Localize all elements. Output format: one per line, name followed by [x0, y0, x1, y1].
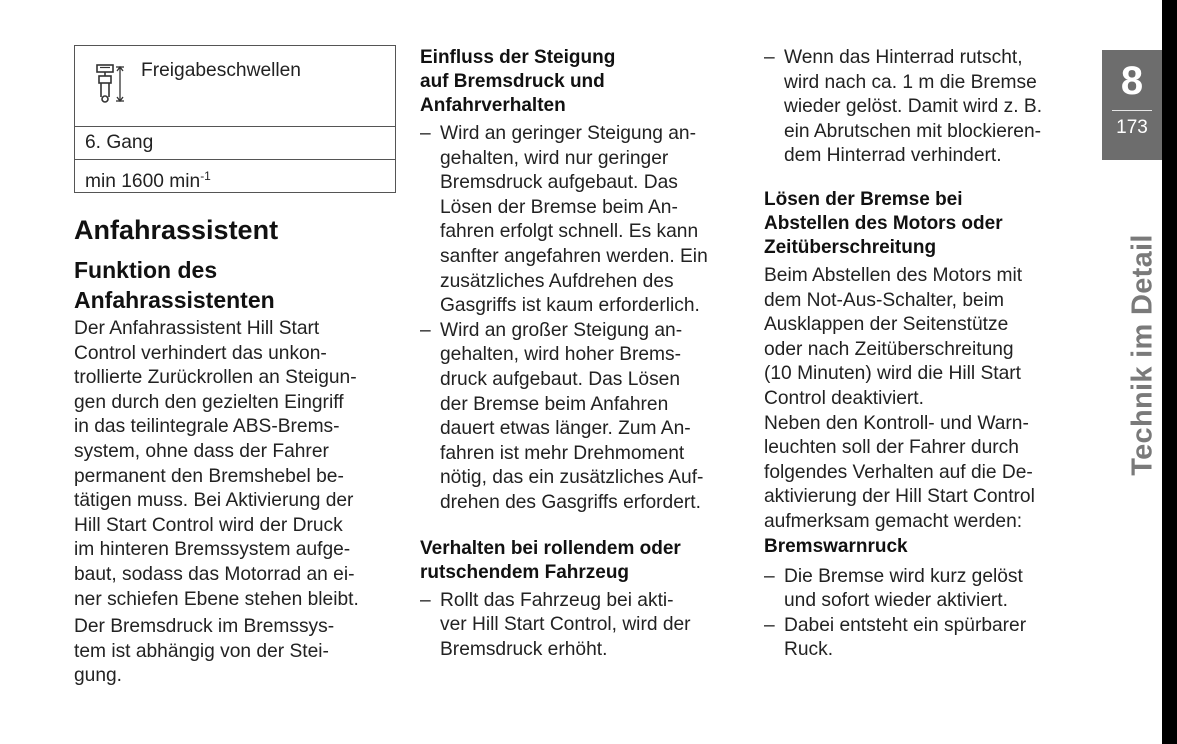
- heading-rollend: [420, 537, 745, 585]
- spec-table-header: [75, 46, 395, 127]
- text-line: dauert etwas länger. Zum An-: [440, 418, 691, 440]
- text-line: Anfahrverhalten: [420, 95, 566, 116]
- spec-table-row-rpm: [75, 160, 395, 192]
- text-line: Gasgriffs ist kaum erforderlich.: [440, 295, 700, 317]
- col3-para1: [764, 264, 1084, 412]
- page-number: 173: [1116, 117, 1148, 138]
- rpm-unit-exponent: -1: [200, 169, 211, 183]
- brake-pressure-icon: [95, 64, 127, 109]
- text-line: sanfter angefahren werden. Ein: [440, 245, 708, 267]
- text-line: tätigen muss. Bei Aktivierung der: [74, 490, 354, 512]
- col3-para2: [764, 412, 1084, 535]
- text-line: Neben den Kontroll- und Warn-: [764, 412, 1029, 434]
- text-line: Beim Abstellen des Motors mit: [764, 264, 1023, 286]
- col2-item2: [420, 319, 745, 516]
- text-line: gen durch den gezielten Eingriff: [74, 391, 344, 413]
- text-line: Ausklappen der Seitenstütze: [764, 314, 1009, 336]
- text-line: – Wenn das Hinterrad rutscht,: [784, 47, 1023, 68]
- text-line: trollierte Zurückrollen an Steigun-: [74, 367, 357, 389]
- col3-item2: [764, 565, 1084, 614]
- text-line: im hinteren Bremssystem aufge-: [74, 539, 351, 561]
- text-line: Lösen der Bremse beim An-: [440, 196, 678, 218]
- text-line: wieder gelöst. Damit wird z. B.: [784, 96, 1043, 118]
- text-line: oder nach Zeitüberschreitung: [764, 338, 1014, 360]
- text-line: rutschendem Fahrzeug: [420, 561, 630, 583]
- chapter-number: 8: [1120, 59, 1144, 103]
- spec-table-header-label: Freigabeschwellen: [141, 60, 301, 81]
- chapter-tab: [1102, 50, 1162, 160]
- text-line: leuchten soll der Fahrer durch: [764, 437, 1019, 459]
- text-line: baut, sodass das Motorrad an ei-: [74, 563, 355, 585]
- text-line: Einfluss der Steigung: [420, 47, 616, 68]
- col2-item3: [420, 589, 745, 663]
- text-line: permanent den Bremshebel be-: [74, 465, 344, 487]
- text-line: Verhalten bei rollendem oder: [420, 537, 681, 559]
- text-line: tem ist abhängig von der Stei-: [74, 640, 329, 662]
- text-line: Der Anfahrassistent Hill Start: [74, 318, 320, 339]
- heading-loesen: [764, 188, 1084, 260]
- text-line: wird nach ca. 1 m die Bremse: [784, 71, 1037, 93]
- section-subtitle: Funktion des Anfahrassistenten: [74, 257, 275, 313]
- text-line: Lösen der Bremse bei: [764, 188, 963, 210]
- text-line: (10 Minuten) wird die Hill Start: [764, 363, 1021, 385]
- text-line: druck aufgebaut. Das Lösen: [440, 368, 681, 390]
- chapter-side-title: Technik im Detail: [1126, 234, 1159, 476]
- text-line: Ruck.: [784, 639, 834, 661]
- text-line: – Wird an geringer Steigung an-: [440, 123, 696, 144]
- col1-text: [74, 317, 404, 689]
- text-line: nötig, das ein zusätzliches Auf-: [440, 467, 704, 489]
- text-line: gung.: [74, 665, 123, 687]
- text-line: – Wird an großer Steigung an-: [440, 319, 683, 341]
- text-line: und sofort wieder aktiviert.: [784, 590, 1008, 612]
- text-line: Bremsdruck aufgebaut. Das: [440, 172, 678, 194]
- text-line: gehalten, wird nur geringer: [440, 147, 669, 169]
- text-line: Bremsdruck erhöht.: [440, 638, 608, 660]
- text-line: gehalten, wird hoher Brems-: [440, 344, 682, 366]
- text-line: aktivierung der Hill Start Control: [764, 486, 1035, 508]
- spec-table: [74, 45, 396, 193]
- text-line: – Rollt das Fahrzeug bei akti-: [440, 589, 674, 611]
- text-line: drehen des Gasgriffs erfordert.: [440, 491, 701, 513]
- col3-item3: [764, 614, 1084, 663]
- text-line: der Bremse beim Anfahren: [440, 393, 669, 415]
- heading-steigung: [420, 46, 745, 118]
- text-line: ein Abrutschen mit blockieren-: [784, 120, 1042, 142]
- text-line: fahren erfolgt schnell. Es kann: [440, 221, 699, 243]
- section-title: Anfahrassistent: [74, 215, 279, 245]
- text-line: dem Hinterrad verhindert.: [784, 145, 1002, 167]
- text-line: – Dabei entsteht ein spürbarer: [784, 614, 1027, 636]
- text-line: Zeitüberschreitung: [764, 236, 937, 258]
- text-line: fahren ist mehr Drehmoment: [440, 442, 685, 464]
- col1-para2: [74, 615, 404, 689]
- heading-bremswarnruck: Bremswarnruck: [764, 535, 908, 557]
- text-line: aufmerksam gemacht werden:: [764, 510, 1023, 532]
- text-line: system, ohne dass der Fahrer: [74, 440, 329, 462]
- right-edge-bar: [1162, 0, 1177, 744]
- text-line: in das teilintegrale ABS-Brems-: [74, 416, 340, 438]
- col2-item1: [420, 122, 745, 319]
- text-line: folgendes Verhalten auf die De-: [764, 461, 1033, 483]
- col3-item1: [764, 46, 1084, 169]
- spec-table-row-gear: 6. Gang: [75, 127, 395, 160]
- text-line: Control verhindert das unkon-: [74, 342, 327, 364]
- text-line: – Die Bremse wird kurz gelöst: [784, 565, 1023, 587]
- text-line: Hill Start Control wird der Druck: [74, 514, 343, 536]
- col1-para1: [74, 317, 404, 612]
- text-line: Control deaktiviert.: [764, 387, 924, 409]
- text-line: ver Hill Start Control, wird der: [440, 614, 691, 636]
- text-line: Der Bremsdruck im Bremssys-: [74, 616, 335, 638]
- text-line: ner schiefen Ebene stehen bleibt.: [74, 588, 359, 610]
- text-line: auf Bremsdruck und: [420, 71, 605, 92]
- text-line: Abstellen des Motors oder: [764, 212, 1003, 234]
- text-line: zusätzliches Aufdrehen des: [440, 270, 674, 292]
- rpm-value: min 1600 min: [85, 171, 201, 192]
- chapter-divider: [1112, 110, 1152, 111]
- text-line: dem Not-Aus-Schalter, beim: [764, 289, 1004, 311]
